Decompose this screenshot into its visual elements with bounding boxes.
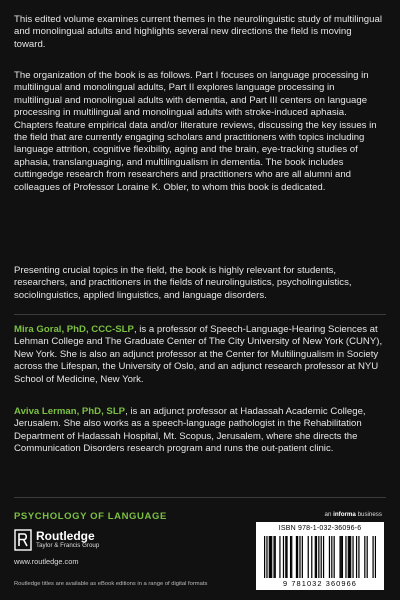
barcode-bar (290, 536, 291, 578)
barcode-digits: 9 781032 360966 (282, 579, 358, 588)
barcode-bar (350, 536, 351, 578)
barcode-bar (356, 536, 357, 578)
barcode-bar (264, 536, 265, 578)
barcode-bar (367, 536, 368, 578)
barcode-bar (334, 536, 335, 578)
publisher-logo (14, 528, 114, 552)
barcode-bar (270, 536, 271, 578)
barcode-bar (341, 536, 342, 578)
barcode-bar (302, 536, 303, 578)
publisher-subtitle: Taylor & Francis Group (36, 542, 100, 549)
barcode-bar (352, 536, 353, 578)
barcode-bar (279, 536, 280, 578)
barcode-bar (358, 536, 359, 578)
barcode-bar (331, 536, 332, 578)
barcode-bar (308, 536, 309, 578)
series-title: PSYCHOLOGY OF LANGUAGE (14, 511, 167, 522)
barcode-bar (291, 536, 292, 578)
author-bio-text-lerman: , is an adjunct professor at Hadassah Academic College, Jerusalem. She also works as a speech-language pathologist in the Rehabilitation Department of Hadassah Hospital, Mt. Scopus, Jerusalem, where she directs the Communication Disorders research program and runs the out-patient clinic. (14, 406, 366, 455)
barcode-bar (339, 536, 340, 578)
publisher-name: Routledge (36, 529, 95, 543)
informa-line (325, 511, 382, 518)
barcode-bar (345, 536, 346, 578)
barcode-bar (283, 536, 284, 578)
author-name-lerman: Aviva Lerman, PhD, SLP (14, 406, 126, 417)
barcode-bar (342, 536, 343, 578)
barcode-bar (315, 536, 316, 578)
barcode-bar (266, 536, 267, 578)
barcode-bar (285, 536, 286, 578)
barcode-bar (349, 536, 350, 578)
barcode-bar (348, 536, 349, 578)
author-bio-goral (14, 324, 384, 386)
footer-divider (14, 497, 386, 498)
barcode-bar (375, 536, 376, 578)
barcode-bar (269, 536, 270, 578)
author-bio-text-goral: , is a professor of Speech-Language-Hearing Sciences at Lehman College and The Graduate Center of The City University of New York (CUNY), New York. She is also an adjunct professor at the Center for Multilingualism in Society across the Lifespan, the University of Oslo, and an adjunct research professor at NYU School of Medicine, New York. (14, 324, 383, 385)
barcode-bar (273, 536, 274, 578)
barcode-bar (286, 536, 287, 578)
author-name-goral: Mira Goral, PhD, CCC-SLP (14, 324, 134, 335)
description-paragraph-2: The organization of the book is as follows. Part I focuses on language processing in multilingual and monolingual adults, Part II explores language processing in multilingual and monolingual adults with dementia, and Part III centers on language processing in multilingual and monolingual adults with stroke-induced aphasia. Chapters feature empirical data and/or literature reviews, discussing the key issues in the field that are currently engaging scholars and practitioners with topics including language attrition, cognitive flexibility, aging and the brain, eye-tracking studies of aphasia, translanguaging, and multilingualism in dementia. The book includes cuttingedge research from researchers and practitioners who are all alumni and colleagues of Professor Loraine K. Obler, to whom this book is dedicated. (14, 70, 377, 193)
barcode-bar (318, 536, 319, 578)
barcode-bar (311, 536, 312, 578)
barcode-bar (296, 536, 297, 578)
routledge-mark-icon (14, 529, 32, 551)
barcode-bar (364, 536, 365, 578)
ebook-note: Routledge titles are available as eBook editions in a range of digital formats (14, 581, 208, 587)
informa-brand: informa (333, 511, 356, 518)
barcode-bar (323, 536, 324, 578)
barcode-bar (299, 536, 300, 578)
publisher-website: www.routledge.com (14, 557, 79, 566)
barcode-bar (316, 536, 317, 578)
barcode-bar (329, 536, 330, 578)
author-bio-lerman (14, 406, 384, 456)
barcode-bar (321, 536, 322, 578)
barcode-icon (264, 536, 376, 578)
section-divider (14, 314, 386, 315)
description-paragraph-3: Presenting crucial topics in the field, the book is highly relevant for students, researchers, and practitioners in the fields of neurolinguistics, psycholinguistics, sociolinguistics, applied linguistics, and language disorders. (14, 265, 352, 301)
barcode-panel (256, 522, 384, 590)
description-paragraph-1: This edited volume examines current themes in the neurolinguistic study of multilingual and monolingual adults and highlights several new directions the field is moving toward. (14, 14, 382, 50)
barcode-bar (372, 536, 373, 578)
informa-suffix: business (355, 511, 382, 518)
barcode-bar (271, 536, 272, 578)
informa-prefix: an (324, 511, 334, 518)
barcode-bar (275, 536, 276, 578)
barcode-bar (297, 536, 298, 578)
isbn-label: ISBN 978-1-032-36096-6 (278, 525, 362, 532)
